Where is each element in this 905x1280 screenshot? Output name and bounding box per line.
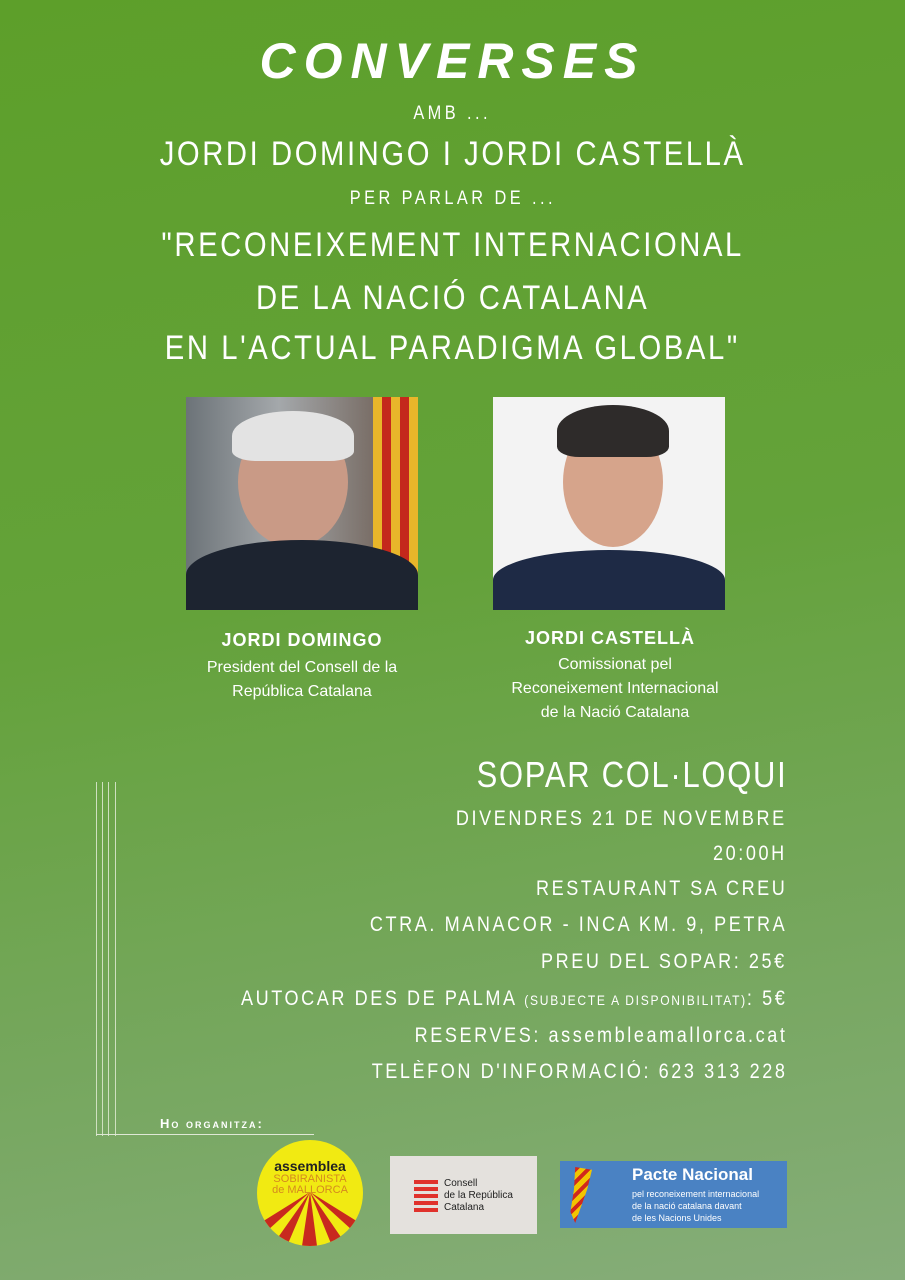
event-time: 20:00H — [713, 842, 787, 865]
event-type: SOPAR COL·LOQUI — [476, 754, 787, 795]
speaker-name: JORDI CASTELLÀ — [524, 628, 695, 648]
speaker-name: JORDI DOMINGO — [221, 630, 383, 650]
event-venue: RESTAURANT SA CREU — [535, 877, 787, 900]
event-address: CTRA. MANACOR - INCA KM. 9, PETRA — [369, 913, 787, 936]
photo-jordi-castella — [493, 397, 725, 610]
photo-jordi-domingo — [186, 397, 418, 610]
topic-line-1: "RECONEIXEMENT INTERNACIONAL — [161, 226, 744, 264]
per-parlar-label: PER PARLAR DE ... — [349, 188, 556, 209]
consell-republica-logo: Consell de la República Catalana — [390, 1156, 537, 1234]
pacte-nacional-logo: Pacte Nacional pel reconeixement internacional de la nació catalana davant de les Nacions Unides — [560, 1161, 787, 1228]
bus-info: AUTOCAR DES DE PALMA (SUBJECTE A DISPONIBILITAT): 5€ — [240, 987, 787, 1010]
topic-line-2: DE LA NACIÓ CATALANA — [255, 279, 650, 317]
poster-title: CONVERSES — [259, 33, 646, 89]
divider — [96, 1134, 314, 1135]
speaker-role: President del Consell de la República Catalana — [206, 659, 398, 700]
organizers-label: Ho organitza: — [160, 1116, 264, 1131]
event-price: PREU DEL SOPAR: 25€ — [541, 950, 787, 973]
phone-info: TELÈFON D'INFORMACIÓ: 623 313 228 — [371, 1060, 787, 1083]
amb-label: AMB ... — [413, 103, 492, 124]
speaker-role: Comissionat pel Reconeixement Internacional de la Nació Catalana — [511, 656, 719, 721]
assemblea-sobiranista-logo: assemblea SOBIRANISTA de MALLORCA — [257, 1140, 363, 1246]
topic-line-3: EN L'ACTUAL PARADIGMA GLOBAL" — [164, 329, 741, 367]
decorative-lines — [96, 782, 117, 1136]
speakers-heading: JORDI DOMINGO I JORDI CASTELLÀ — [159, 135, 746, 173]
reserves-link[interactable]: RESERVES: assembleamallorca.cat — [414, 1024, 787, 1047]
event-date: DIVENDRES 21 DE NOVEMBRE — [456, 807, 787, 830]
